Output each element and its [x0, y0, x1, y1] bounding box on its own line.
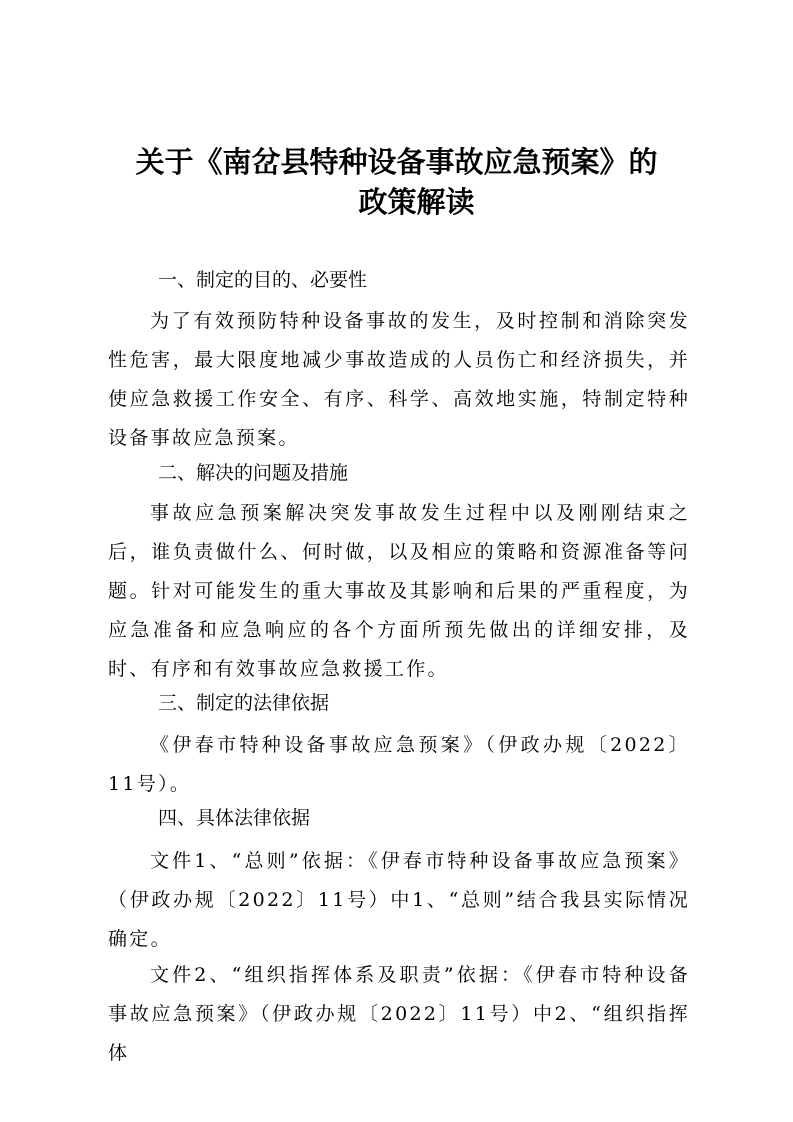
paragraph-specific-basis-1: 文件1、“总则”依据：《伊春市特种设备事故应急预案》（伊政办规〔2022〕11号）中1、“总则”结合我县实际情况确定。 [108, 850, 690, 950]
section-heading-problems-measures: 二、解决的问题及措施 [158, 462, 349, 484]
section-heading-legal-basis: 三、制定的法律依据 [158, 692, 330, 714]
paragraph-purpose: 为了有效预防特种设备事故的发生，及时控制和消除突发性危害，最大限度地减少事故造成的人员伤亡和经济损失，并使应急救援工作安全、有序、科学、高效地实施，特制定特种设备事故应急预案。 [108, 310, 690, 449]
paragraph-specific-basis-2: 文件2、“组织指挥体系及职责”依据：《伊春市特种设备事故应急预案》（伊政办规〔2022〕11号）中2、“组织指挥体 [108, 964, 690, 1064]
document-title-line-1: 关于《南岔县特种设备事故应急预案》的 [135, 145, 658, 179]
paragraph-problems-measures: 事故应急预案解决突发事故发生过程中以及刚刚结束之后，谁负责做什么、何时做，以及相应的策略和资源准备等问题。针对可能发生的重大事故及其影响和后果的严重程度，为应急准备和应急响应的各个方面所预先做出的详细安排，及时、有序和有效事故应急救援工作。 [108, 502, 690, 680]
section-heading-specific-basis: 四、具体法律依据 [158, 807, 311, 829]
paragraph-legal-basis: 《伊春市特种设备事故应急预案》（伊政办规〔2022〕11号）。 [108, 734, 690, 795]
document-title-line-2: 政策解读 [358, 185, 475, 219]
section-heading-purpose: 一、制定的目的、必要性 [158, 269, 368, 291]
